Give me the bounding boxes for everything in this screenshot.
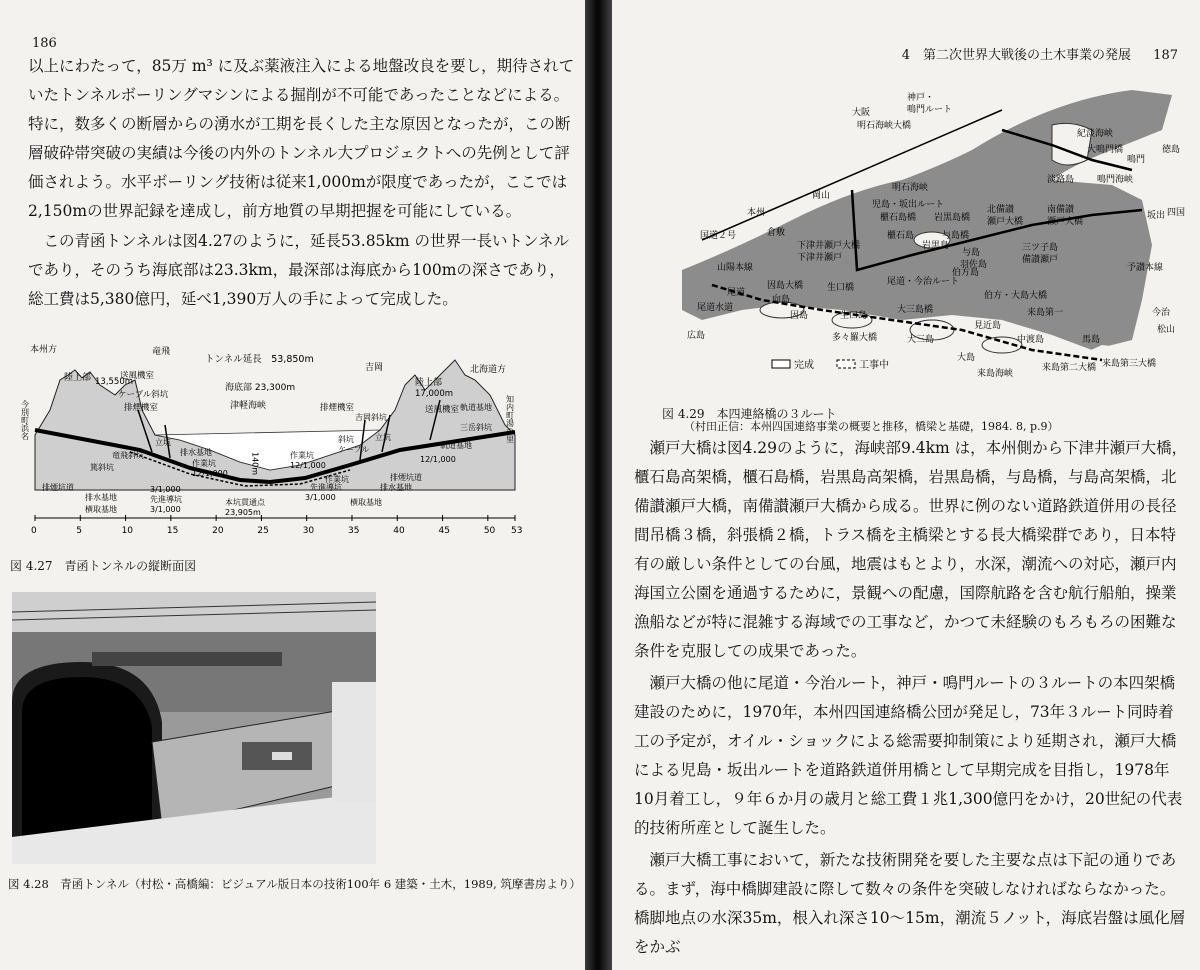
label-tsugaru-strait: 津軽海峡 xyxy=(230,401,267,411)
map-label-mukaishima: 向島 xyxy=(772,295,791,305)
axis-tick-label: 45 xyxy=(438,526,451,536)
label-land-right: 陸上部 xyxy=(415,378,443,388)
honshi-bridge-routes-map xyxy=(672,70,1192,390)
label-7: 先進導坑 xyxy=(150,495,182,504)
paragraph-text: 瀬戸大橋工事において，新たな技術開発を要した主要な点は下記の通りである。まず，海中橋脚建設に際して数々の条件を突破しなければならなかった。橋脚地点の水深35m，根入れ深さ10〜15m，潮流５ノット，海底岩盤は風化層をかぶ xyxy=(634,851,1186,956)
map-label-onaruto: 大鳴門橋 xyxy=(1087,145,1124,155)
map-label-innoshima-bridge: 因島大橋 xyxy=(767,281,804,291)
map-label-imabari: 今治 xyxy=(1152,308,1171,318)
figure-429-source: （村田正信：本州四国連絡事業の概要と推移，橋梁と基礎，1984. 8, p.9） xyxy=(684,420,1059,433)
map-label-innoshima: 因島 xyxy=(790,311,809,321)
map-label-kurashiki: 倉敷 xyxy=(767,228,786,238)
map-label-naruto-route: 鳴門ルート xyxy=(907,105,953,115)
label-10: 23,905m xyxy=(225,508,261,517)
map-label-kurushima3: 来島第三大橋 xyxy=(1102,359,1157,369)
label-14: 立坑 xyxy=(375,433,391,442)
axis-tick-label: 10 xyxy=(121,526,134,536)
right-page xyxy=(612,0,1200,970)
map-label-onomichi: 尾道 xyxy=(727,288,746,298)
map-label-hiroshima: 広島 xyxy=(687,331,706,341)
seikan-tunnel-section-diagram xyxy=(20,340,523,552)
map-label-kurushima2: 来島第二大橋 xyxy=(1042,363,1097,373)
right-paragraph-1 xyxy=(634,434,1189,666)
label-29: 先進導坑 xyxy=(310,483,342,492)
label-11: 作業坑 xyxy=(290,451,314,460)
label-cable-incline: ケーブル斜坑 xyxy=(118,390,169,400)
map-label-awaji: 淡路島 xyxy=(1047,175,1075,185)
map-label-oshima: 大島 xyxy=(957,353,976,363)
label-land-right-length: 17,000m xyxy=(415,389,454,399)
paragraph-text: 以上にわたって，85万 m³ に及ぶ薬液注入による地盤改良を要し，期待されていたトンネルボーリングマシンによる掘削が不可能であったことなどによる。特に，数多くの断層からの湧水が工期を長くした主な原因となったが，この断層破砕帯突破の実績は今後の内外のトンネル大プロジェクトへの先例として評価されよう。水平ボーリング技術は従来1,000mが限度であったが，ここでは2,150mの世界記録を達成し，前方地質の早期把握を可能にしている。 xyxy=(28,57,575,220)
label-23: 斜坑 xyxy=(338,435,354,444)
left-paragraph-1 xyxy=(28,52,578,226)
label-seabed-length: 海底部 23,300m xyxy=(225,383,296,393)
label-17: 排煙坑道 xyxy=(42,483,74,492)
map-label-naruto-strait: 鳴門海峡 xyxy=(1097,175,1134,185)
map-label-omishima-bridge: 大三島橋 xyxy=(897,305,934,315)
map-label-mitsugo: 三ツ子島 xyxy=(1022,243,1059,253)
book-gutter xyxy=(585,0,612,970)
map-label-yosan: 予讃本線 xyxy=(1127,263,1164,273)
seikan-tunnel-photo xyxy=(12,592,376,864)
map-label-onomichi-waterway: 尾道水道 xyxy=(697,303,734,313)
page-number-left: 186 xyxy=(32,36,57,51)
map-label-nakatoshima: 中渡島 xyxy=(1017,335,1045,345)
map-label-hitsuishi-bridge: 櫃石島橋 xyxy=(880,213,917,223)
label-yoshioka: 吉岡 xyxy=(365,363,384,373)
label-27: 12/1,000 xyxy=(420,455,456,464)
map-label-hitsuishi-jima: 櫃石島 xyxy=(887,231,915,241)
label-5: 作業坑 xyxy=(192,459,216,468)
page-header xyxy=(884,44,1178,63)
map-label-iwaguro-bridge: 岩黒島橋 xyxy=(934,213,971,223)
map-label-akashi-bridge: 明石海峡大橋 xyxy=(857,121,912,131)
label-13: 吉岡斜坑 xyxy=(355,413,387,422)
label-26: 軌道基地 xyxy=(440,441,472,450)
label-30: 3/1,000 xyxy=(150,485,181,494)
map-label-onomichi-route: 尾道・今治ルート xyxy=(887,277,960,287)
label-19: 横取基地 xyxy=(85,505,117,514)
label-right-town: 知内町湯の里 xyxy=(505,395,515,443)
page-number-right: 187 xyxy=(1153,48,1178,63)
map-label-tokushima: 徳島 xyxy=(1162,145,1181,155)
map-label-sanyo: 山陽本線 xyxy=(717,263,754,273)
map-label-kurushima-strait: 来島海峡 xyxy=(977,369,1014,379)
left-page xyxy=(0,0,585,970)
map-label-sakaide: 坂出 xyxy=(1147,211,1166,221)
label-16: 軌道基地 xyxy=(460,403,492,412)
label-drain-room-left: 排煙機室 xyxy=(124,403,159,413)
paragraph-text: この青函トンネルは図4.27のように，延長53.85km の世界一長いトンネルであり，そのうち海底部は23.3km，最深部は海底から100mの深さであり，総工費は5,380億円，延べ1,390万人の手によって完成した。 xyxy=(28,232,569,308)
label-hokkaido-side: 北海道方 xyxy=(470,365,507,375)
axis-tick-label: 30 xyxy=(302,526,315,536)
map-label-iwaguro-jima: 岩黒島 xyxy=(922,241,950,251)
label-22: 横取基地 xyxy=(350,498,382,507)
map-label-minami-bisan: 南備讃 xyxy=(1047,205,1075,215)
map-label-osaka: 大阪 xyxy=(852,108,871,118)
label-9: 本坑貫通点 xyxy=(225,498,265,507)
map-label-matsuyama: 松山 xyxy=(1157,325,1176,335)
label-15: 三岳斜坑 xyxy=(460,423,492,432)
label-honshu-side: 本州方 xyxy=(30,345,58,355)
map-label-kobe: 神戸・ xyxy=(907,93,935,103)
map-label-seto-bridge-2: 瀬戸大橋 xyxy=(1047,217,1084,227)
map-label-hasa: 羽佐島 xyxy=(960,260,988,270)
label-tunnel-length: トンネル延長 53,850m xyxy=(205,354,314,365)
label-drain-room-right: 排煙機室 xyxy=(320,403,355,413)
map-label-bisan-seto: 備讃瀬戸 xyxy=(1022,255,1059,265)
map-label-shimotsui-bridge: 下津井瀬戸大橋 xyxy=(797,241,861,251)
paragraph-text: 瀬戸大橋は図4.29のように，海峡部9.4km は，本州側から下津井瀬戸大橋，櫃石島高架橋，櫃石島橋，岩黒島高架橋，岩黒島橋，与島橋，与島高架橋，北備讃瀬戸大橋，南備讃瀬戸大橋から成る。世界に例のない道路鉄道併用の長径間吊橋３橋，斜張橋２橋，トラス橋を主橋梁とする長大橋梁群であり，日本特有の厳しい条件としての台風，地震はもとより，水深，潮流への対応，瀬戸内海国立公園を通過するために，景観への配慮，国際航路を含む航行船舶，操業漁船などが特に混雑する海域での工事など，かつて未経験のもろもろの困難な条件を克服しての成果であった。 xyxy=(634,439,1188,660)
map-label-naruto: 鳴門 xyxy=(1127,155,1146,165)
label-25: ケーブル xyxy=(338,445,370,454)
left-paragraph-2 xyxy=(28,227,578,314)
map-label-ikuchi-bridge: 生口橋 xyxy=(827,283,855,293)
map-label-yoshima: 与島 xyxy=(962,248,981,258)
map-label-umashima: 馬島 xyxy=(1082,335,1101,345)
label-left-town: 今別町浜名 xyxy=(20,400,30,440)
label-6: 12/1,000 xyxy=(192,469,228,478)
axis-tick-label: 15 xyxy=(166,526,179,536)
figure-427-caption: 図 4.27 青函トンネルの縦断面図 xyxy=(10,559,197,573)
axis-tick-label: 53 xyxy=(511,526,523,536)
label-depth: 140m xyxy=(250,452,260,476)
map-label-ikuchijima: 生口島 xyxy=(840,311,868,321)
map-label-kurushima1: 来島第一 xyxy=(1027,308,1064,318)
figure-429-caption: 図 4.29 本四連絡橋の３ルート xyxy=(662,407,837,421)
map-label-omishima: 大三島 xyxy=(907,335,935,345)
map-label-honshu: 本州 xyxy=(747,208,766,218)
map-label-shikoku: 四国 xyxy=(1167,208,1186,218)
label-24: 作業坑 xyxy=(325,475,349,484)
map-label-kita-bisan: 北備讃 xyxy=(987,205,1015,215)
label-vent-room-left: 送風機室 xyxy=(120,371,155,381)
axis-tick-label: 0 xyxy=(31,526,37,536)
legend-completed: 完成 xyxy=(794,360,814,371)
label-18: 排水基地 xyxy=(85,493,117,502)
label-2: 竜飛斜坑 xyxy=(112,451,144,460)
map-label-yoshima-bridge: 与島橋 xyxy=(942,231,970,241)
map-label-hakata: 伯方島 xyxy=(952,268,980,278)
map-label-okayama: 岡山 xyxy=(812,191,831,201)
right-paragraph-3 xyxy=(634,846,1189,962)
map-label-shimotsui-seto: 下津井瀬戸 xyxy=(797,253,843,263)
label-3: 立坑 xyxy=(155,438,171,447)
label-12: 12/1,000 xyxy=(290,461,326,470)
map-label-kitan: 紀淡海峡 xyxy=(1077,129,1114,139)
label-8: 3/1,000 xyxy=(150,505,181,514)
map-label-route2: 国道２号 xyxy=(700,231,737,241)
label-land-left-length: 13,550m xyxy=(95,377,134,387)
map-label-seto-bridge-1: 瀬戸大橋 xyxy=(987,217,1024,227)
figure-428-caption: 図 4.28 青函トンネル（村松・高橋編：ビジュアル版日本の技術100年 6 建築・土木，1989, 筑摩書房より） xyxy=(8,877,581,891)
label-vent-room-right: 送風機室 xyxy=(425,405,460,415)
label-1: 篤斜坑 xyxy=(90,463,114,472)
label-21: 排水基地 xyxy=(380,483,412,492)
axis-tick-label: 50 xyxy=(483,526,496,536)
legend-under-construction: 工事中 xyxy=(859,360,889,371)
tunnel-train-illustration xyxy=(12,592,376,864)
axis-tick-label: 5 xyxy=(76,526,83,536)
axis-tick-label: 25 xyxy=(257,526,269,536)
label-tappi: 竜飛 xyxy=(152,347,171,357)
label-20: 3/1,000 xyxy=(305,493,336,502)
map-label-tatara: 多々羅大橋 xyxy=(832,333,878,343)
map-label-kojima-route: 児島・坂出ルート xyxy=(872,200,945,210)
right-paragraph-2 xyxy=(634,669,1189,843)
paragraph-text: 瀬戸大橋の他に尾道・今治ルート，神戸・鳴門ルートの３ルートの本四架橋建設のために，1970年，本州四国連絡橋公団が発足し，73年３ルート同時着工の予定が，オイル・ショックによる総需要抑制策により延期され，瀬戸大橋による児島・坂出ルートを道路鉄道併用橋として早期完成を目指し，1978年10月着工し，９年６か月の歳月と総工費１兆1,300億円をかけ，20世紀の代表的技術所産として誕生した。 xyxy=(634,674,1183,837)
label-4: 排水基地 xyxy=(180,448,212,457)
chapter-title: 4 第二次世界大戦後の土木事業の発展 xyxy=(901,48,1132,63)
axis-tick-label: 40 xyxy=(393,526,405,536)
map-label-hakata-oshima: 伯方・大島大橋 xyxy=(984,291,1048,301)
map-label-miyakubo: 見近島 xyxy=(974,321,1002,331)
map-label-akashi-strait: 明石海峡 xyxy=(892,183,929,193)
label-28: 排煙坑道 xyxy=(390,473,422,482)
axis-tick-label: 20 xyxy=(212,526,224,536)
label-land-left: 陸上部 xyxy=(64,373,92,383)
axis-tick-label: 35 xyxy=(347,526,360,536)
